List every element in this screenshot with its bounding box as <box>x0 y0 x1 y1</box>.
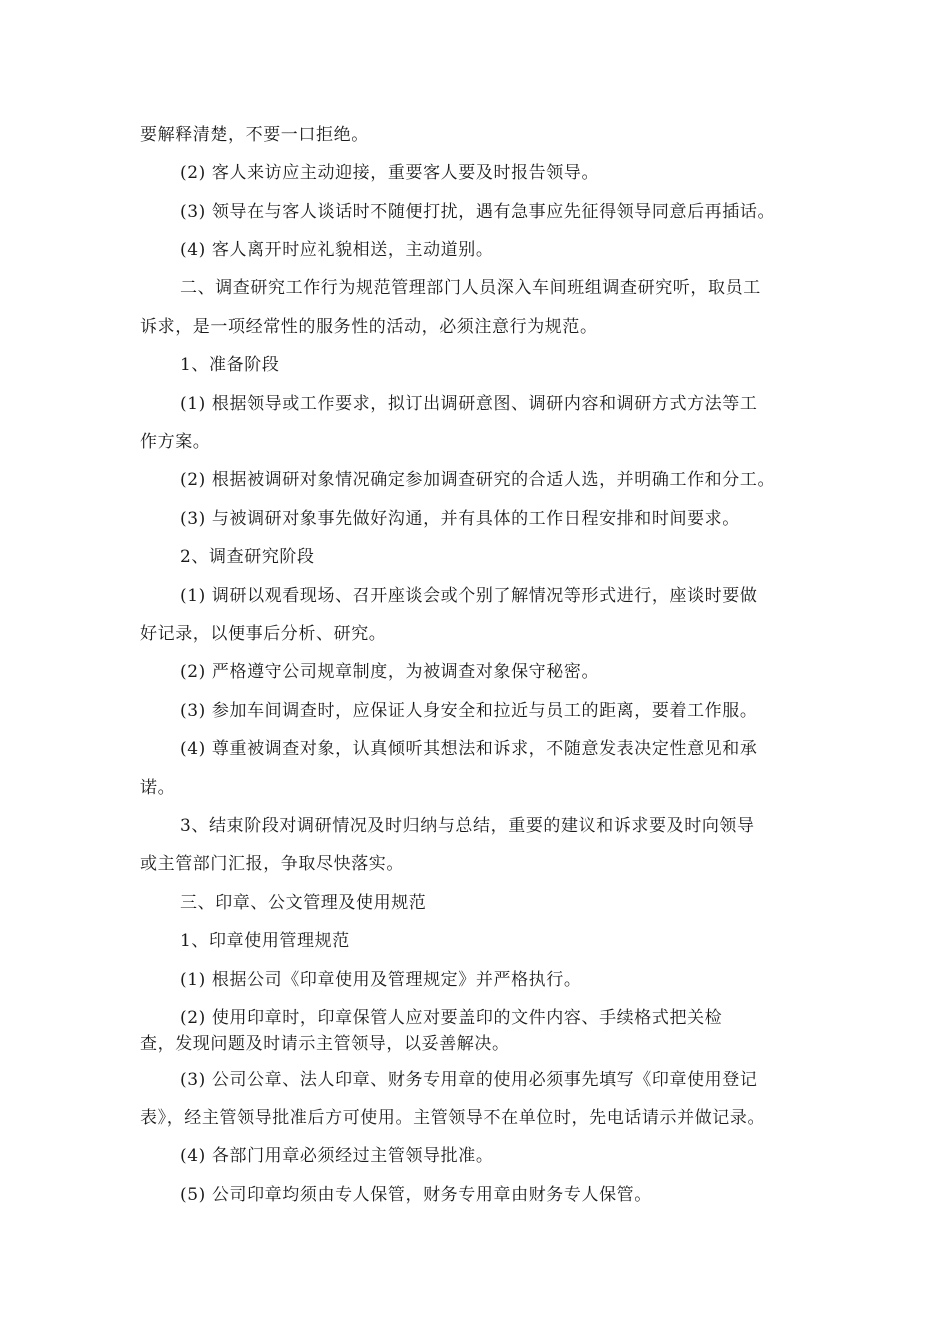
text-line: (3) 与被调研对象事先做好沟通，并有具体的工作日程安排和时间要求。 <box>180 509 740 529</box>
text-line: (5) 公司印章均须由专人保管，财务专用章由财务专人保管。 <box>180 1185 652 1205</box>
text-line: (2) 严格遵守公司规章制度，为被调查对象保守秘密。 <box>180 662 600 682</box>
text-line: (1) 根据领导或工作要求，拟订出调研意图、调研内容和调研方式方法等工 <box>180 394 758 414</box>
text-line: (3) 公司公章、法人印章、财务专用章的使用必须事先填写《印章使用登记 <box>180 1070 758 1090</box>
text-line: 二、调查研究工作行为规范管理部门人员深入车间班组调查研究听，取员工 <box>180 278 761 298</box>
text-line: 2、调查研究阶段 <box>180 547 315 567</box>
text-line: 1、印章使用管理规范 <box>180 931 350 951</box>
text-line: 3、结束阶段对调研情况及时归纳与总结，重要的建议和诉求要及时向领导 <box>180 816 755 836</box>
text-line: (3) 参加车间调查时，应保证人身安全和拉近与员工的距离，要着工作服。 <box>180 701 758 721</box>
text-line: (3) 领导在与客人谈话时不随便打扰，遇有急事应先征得领导同意后再插话。 <box>180 202 776 222</box>
text-line: 诉求，是一项经常性的服务性的活动，必须注意行为规范。 <box>140 317 598 337</box>
text-line: (2) 使用印章时，印章保管人应对要盖印的文件内容、手续格式把关检 <box>180 1008 723 1028</box>
text-line: (1) 调研以观看现场、召开座谈会或个别了解情况等形式进行，座谈时要做 <box>180 586 758 606</box>
text-line: (2) 根据被调研对象情况确定参加调查研究的合适人选，并明确工作和分工。 <box>180 470 776 490</box>
text-line: 三、印章、公文管理及使用规范 <box>180 893 427 913</box>
text-line: 要解释清楚，不要一口拒绝。 <box>140 125 369 145</box>
text-line: 作方案。 <box>140 432 211 452</box>
text-line: 查，发现问题及时请示主管领导，以妥善解决。 <box>140 1034 510 1054</box>
text-line: 诺。 <box>140 778 176 798</box>
text-line: (4) 各部门用章必须经过主管领导批准。 <box>180 1146 494 1166</box>
text-line: (2) 客人来访应主动迎接，重要客人要及时报告领导。 <box>180 163 600 183</box>
text-line: 1、准备阶段 <box>180 355 280 375</box>
text-line: (4) 尊重被调查对象，认真倾听其想法和诉求，不随意发表决定性意见和承 <box>180 739 758 759</box>
text-line: 好记录，以便事后分析、研究。 <box>140 624 387 644</box>
text-line: 或主管部门汇报，争取尽快落实。 <box>140 854 404 874</box>
text-line: 表》，经主管领导批准后方可使用。主管领导不在单位时，先电话请示并做记录。 <box>140 1108 766 1128</box>
text-line: (4) 客人离开时应礼貌相送，主动道别。 <box>180 240 494 260</box>
text-line: (1) 根据公司《印章使用及管理规定》并严格执行。 <box>180 970 582 990</box>
